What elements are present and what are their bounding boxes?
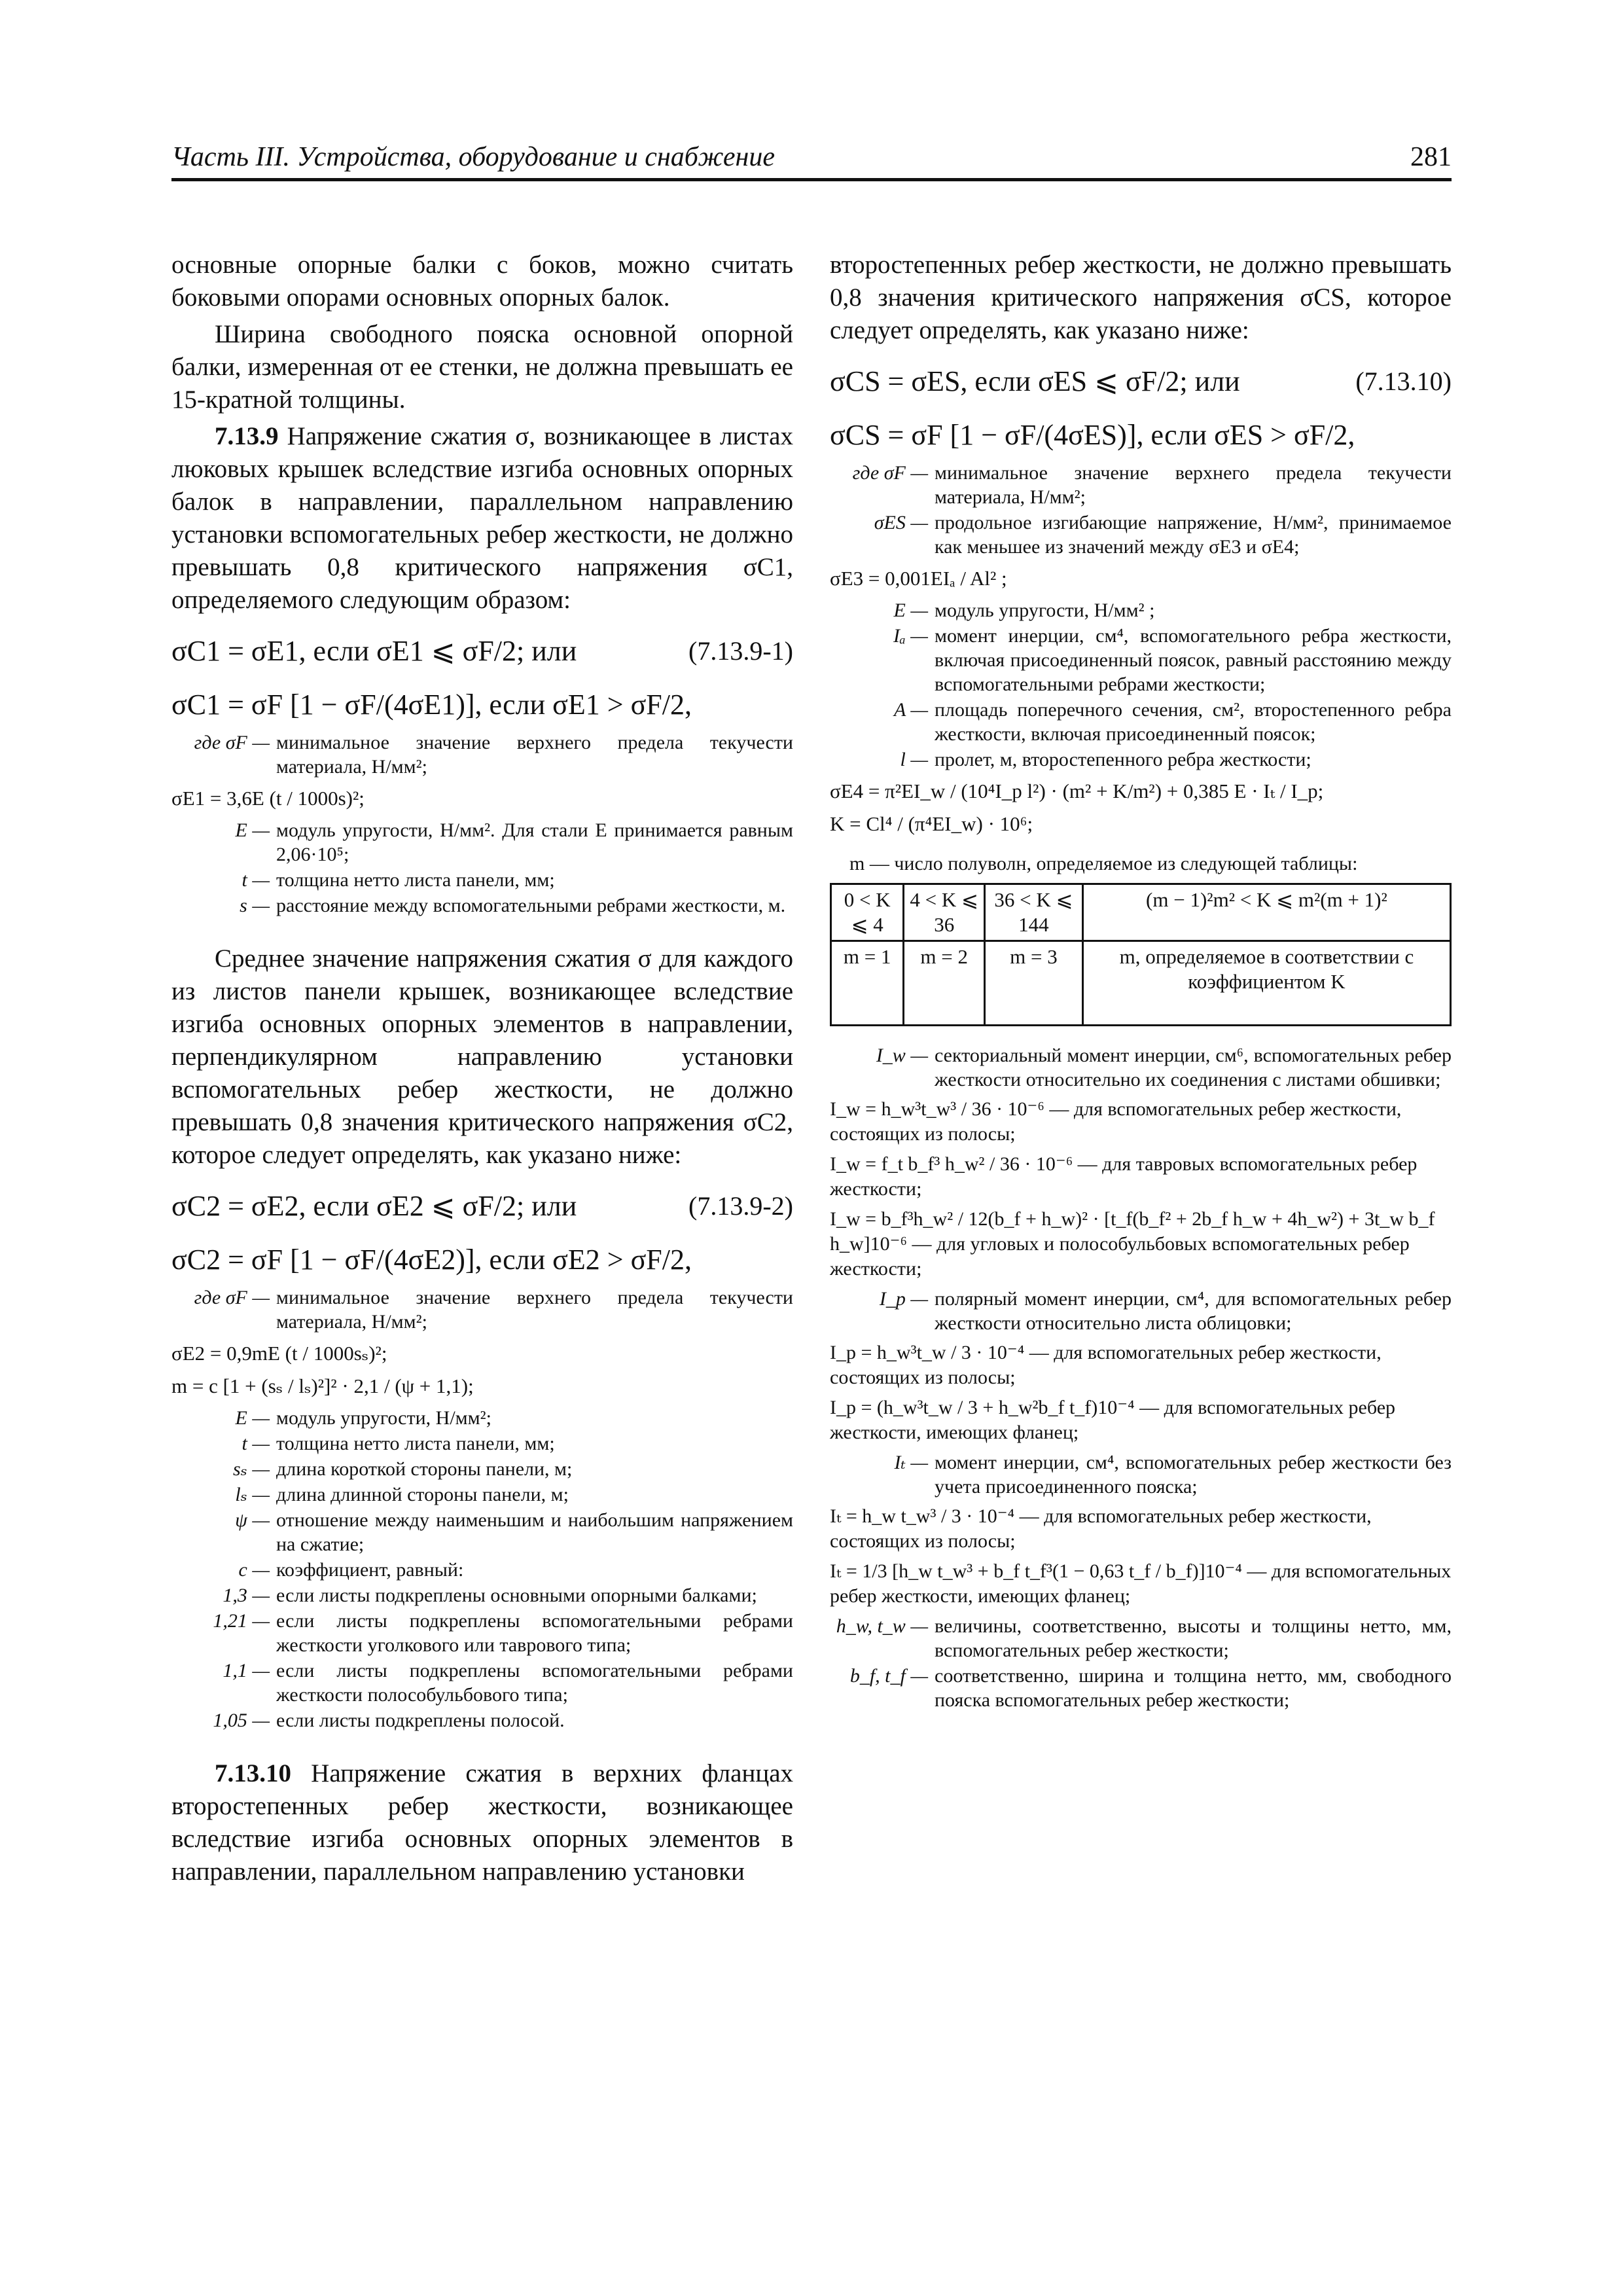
- table-header-cell: 4 < K ⩽ 36: [904, 884, 985, 941]
- definition-item: [830, 698, 1452, 746]
- page-number: 281: [1410, 142, 1452, 172]
- definition-term: I_p —: [879, 1288, 928, 1310]
- running-header: Часть III. Устройства, оборудование и снабжение: [171, 142, 775, 172]
- paragraph-text: Напряжение сжатия σ, возникающее в листах люковых крышек вследствие изгиба основных опорных балок в направлении, параллельном направлению установки вспомогательных ребер жесткости, не должно превышать 0,8 критического напряжения σC1, определяемого следующим образом:: [171, 422, 793, 614]
- definition-item: [171, 1583, 793, 1607]
- formula-it-1: Iₜ = h_w t_w³ / 3 · 10⁻⁴ — для вспомогательных ребер жесткости, состоящих из полосы;: [830, 1505, 1372, 1552]
- header-rule: [171, 178, 1452, 181]
- m-definition: m — число полуволн, определяемое из следующей таблицы:: [849, 853, 1358, 874]
- definition-term: Iₐ —: [893, 625, 928, 647]
- definition-text: модуль упругости, Н/мм² ;: [935, 600, 1155, 621]
- definition-text: если листы подкреплены вспомогательными ребрами жесткости уголкового или таврового типа;: [276, 1610, 793, 1656]
- paragraph-text: Напряжение сжатия в верхних фланцах второстепенных ребер жесткости, возникающее вследствие изгиба основных опорных элементов в направлении, параллельном направлению установки: [171, 1759, 793, 1886]
- definitions-list: [830, 1287, 1452, 1335]
- definition-item: [171, 1457, 793, 1481]
- definitions-list: [830, 1450, 1452, 1499]
- definition-term: s —: [240, 895, 270, 916]
- definition-text: продольное изгибающие напряжение, Н/мм², принимаемое как меньшее из значений между σE3 и σE4;: [935, 512, 1452, 558]
- definition-item: [830, 1450, 1452, 1499]
- definition-text: расстояние между вспомогательными ребрами жесткости, м.: [276, 895, 786, 916]
- definition-text: толщина нетто листа панели, мм;: [276, 869, 555, 891]
- definition-item: [171, 1285, 793, 1334]
- definition-text: модуль упругости, Н/мм². Для стали E принимается равным 2,06·10⁵;: [276, 819, 793, 865]
- formula-iw-3: I_w = b_f³h_w² / 12(b_f + h_w)² · [t_f(b_f² + 2b_f h_w + 4h_w²) + 3t_w b_f h_w]10⁻⁶ — для угловых и полособульбовых вспомогательных ребер жесткости;: [830, 1208, 1435, 1280]
- definitions-list: [830, 461, 1452, 559]
- definition-term: sₛ —: [233, 1458, 270, 1480]
- table-cell: m = 2: [904, 941, 985, 1026]
- definition-item: [830, 1614, 1452, 1662]
- definition-term: где σF —: [852, 462, 928, 484]
- definition-text: отношение между наименьшим и наибольшим напряжением на сжатие;: [276, 1509, 793, 1555]
- paragraph: второстепенных ребер жесткости, не должно превышать 0,8 значения критического напряжения σCS, которое следует определять, как указано ниже:: [830, 251, 1452, 344]
- paragraph: основные опорные балки с боков, можно считать боковыми опорами основных опорных балок.: [171, 251, 793, 312]
- formula-m: m = c [1 + (sₛ / lₛ)²]² · 2,1 / (ψ + 1,1);: [171, 1374, 474, 1397]
- paragraph: Ширина свободного пояска основной опорной балки, измеренная от ее стенки, не должна превышать ее 15-кратной толщины.: [171, 320, 793, 414]
- definition-item: [171, 1708, 793, 1732]
- definition-term: 1,21 —: [213, 1610, 270, 1632]
- definition-term: 1,1 —: [223, 1660, 270, 1681]
- definition-item: [830, 511, 1452, 559]
- section-number: 7.13.9: [215, 422, 279, 450]
- definition-item: [171, 1406, 793, 1430]
- definitions-list: [830, 1614, 1452, 1712]
- definition-term: lₛ —: [235, 1484, 270, 1505]
- equation-line: σC2 = σE2, если σE2 ⩽ σF/2; или: [171, 1190, 577, 1222]
- definition-text: если листы подкреплены полосой.: [276, 1710, 565, 1731]
- definition-item: [171, 1431, 793, 1456]
- table-cell: m = 1: [831, 941, 904, 1026]
- definition-item: [171, 730, 793, 779]
- definition-item: [830, 461, 1452, 509]
- table-header-cell: 0 < K ⩽ 4: [831, 884, 904, 941]
- definition-text: минимальное значение верхнего предела текучести материала, Н/мм²;: [276, 1287, 793, 1333]
- definitions-list: [171, 1406, 793, 1732]
- table-cell: m, определяемое в соответствии с коэффициентом K: [1082, 941, 1450, 1026]
- definition-item: [171, 1558, 793, 1582]
- definition-term: E —: [893, 600, 928, 621]
- definition-term: E —: [235, 819, 270, 841]
- definition-term: l —: [900, 749, 928, 770]
- table-row: [831, 941, 1451, 1026]
- equation-7-13-9-1: [171, 632, 793, 670]
- m-table: [830, 883, 1452, 1026]
- definitions-list: [171, 730, 793, 779]
- formula-iw-1: I_w = h_w³t_w³ / 36 · 10⁻⁶ — для вспомогательных ребер жесткости, состоящих из полосы;: [830, 1098, 1402, 1145]
- definition-item: [171, 1609, 793, 1657]
- definition-text: длина длинной стороны панели, м;: [276, 1484, 569, 1505]
- section-7-13-10: [171, 1757, 793, 1888]
- definition-item: [830, 1287, 1452, 1335]
- definition-term: c —: [238, 1559, 270, 1581]
- definition-term: h_w, t_w —: [836, 1615, 928, 1637]
- definition-text: если листы подкреплены основными опорными балками;: [276, 1585, 757, 1606]
- definition-item: [171, 1508, 793, 1556]
- equation-7-13-10: [830, 363, 1452, 401]
- definition-term: A —: [894, 699, 928, 721]
- definition-text: соответственно, ширина и толщина нетто, мм, свободного пояска вспомогательных ребер жесткости;: [935, 1665, 1452, 1711]
- definition-text: полярный момент инерции, см⁴, для вспомогательных ребер жесткости относительно листа облицовки;: [935, 1288, 1452, 1334]
- definition-item: [171, 818, 793, 867]
- definition-term: где σF —: [194, 732, 270, 753]
- definition-text: модуль упругости, Н/мм²;: [276, 1407, 491, 1429]
- definition-term: t —: [241, 1433, 270, 1454]
- equation-line: σC2 = σF [1 − σF/(4σE2)], если σE2 > σF/2,: [171, 1244, 692, 1276]
- equation-number: (7.13.10): [1355, 367, 1452, 396]
- table-header-cell: (m − 1)²m² < K ⩽ m²(m + 1)²: [1082, 884, 1450, 941]
- definition-item: [830, 598, 1452, 622]
- definitions-list: [171, 1285, 793, 1334]
- formula-k: K = Cl⁴ / (π⁴EI_w) · 10⁶;: [830, 812, 1033, 835]
- definition-term: ψ —: [235, 1509, 270, 1531]
- equation-7-13-9-2: [171, 1187, 793, 1225]
- definition-term: b_f, t_f —: [849, 1665, 928, 1687]
- formula-it-2: Iₜ = 1/3 [h_w t_w³ + b_f t_f³(1 − 0,63 t_f / b_f)]10⁻⁴ — для вспомогательных ребер жесткости, имеющих фланец;: [830, 1560, 1452, 1607]
- definitions-list: [171, 818, 793, 918]
- equation-line: σCS = σF [1 − σF/(4σES)], если σES > σF/2,: [830, 419, 1355, 451]
- definition-text: длина короткой стороны панели, м;: [276, 1458, 573, 1480]
- right-column: [830, 249, 1452, 1713]
- table-header-cell: 36 < K ⩽ 144: [985, 884, 1083, 941]
- definition-text: момент инерции, см⁴, вспомогательных ребер жесткости без учета присоединенного пояска;: [935, 1452, 1452, 1498]
- definitions-list: [830, 1043, 1452, 1092]
- definition-text: если листы подкреплены вспомогательными ребрами жесткости полособульбового типа;: [276, 1660, 793, 1706]
- definition-item: [830, 1043, 1452, 1092]
- definition-item: [171, 1482, 793, 1507]
- formula-iw-2: I_w = f_t b_f³ h_w² / 36 · 10⁻⁶ — для тавровых вспомогательных ребер жесткости;: [830, 1153, 1418, 1200]
- section-number: 7.13.10: [215, 1759, 291, 1787]
- definition-text: пролет, м, второстепенного ребра жесткости;: [935, 749, 1311, 770]
- definition-term: σES —: [874, 512, 928, 533]
- formula-sigma-e4: σE4 = π²EI_w / (10⁴I_p l²) · (m² + K/m²) + 0,385 E · Iₜ / I_p;: [830, 780, 1324, 802]
- formula-sigma-e3: σE3 = 0,001EIₐ / Al² ;: [830, 567, 1007, 590]
- formula-sigma-e1: σE1 = 3,6E (t / 1000s)²;: [171, 787, 365, 810]
- section-7-13-9: [171, 420, 793, 617]
- equation-number: (7.13.9-1): [688, 636, 793, 666]
- definitions-list: [830, 598, 1452, 772]
- definition-text: площадь поперечного сечения, см², второстепенного ребра жесткости, включая присоединенный поясок;: [935, 699, 1452, 745]
- definition-item: [171, 868, 793, 892]
- paragraph: Среднее значение напряжения сжатия σ для каждого из листов панели крышек, возникающее вследствие изгиба основных опорных элементов в направлении, перпендикулярном направлению установки вспомогательных ребер жесткости, не должно превышать 0,8 значения критического напряжения σC2, которое следует определять, как указано ниже:: [171, 944, 793, 1169]
- formula-ip-1: I_p = h_w³t_w / 3 · 10⁻⁴ — для вспомогательных ребер жесткости, состоящих из полосы;: [830, 1342, 1382, 1388]
- table-header-row: [831, 884, 1451, 941]
- definition-text: минимальное значение верхнего предела текучести материала, Н/мм²;: [935, 462, 1452, 508]
- definition-term: где σF —: [194, 1287, 270, 1308]
- definition-text: минимальное значение верхнего предела текучести материала, Н/мм²;: [276, 732, 793, 778]
- definition-text: толщина нетто листа панели, мм;: [276, 1433, 555, 1454]
- definition-term: 1,05 —: [213, 1710, 270, 1731]
- formula-sigma-e2: σE2 = 0,9mE (t / 1000sₛ)²;: [171, 1342, 387, 1365]
- definition-item: [171, 1659, 793, 1707]
- equation-line: σC1 = σF [1 − σF/(4σE1)], если σE1 > σF/2,: [171, 689, 692, 721]
- definition-term: E —: [235, 1407, 270, 1429]
- definition-text: величины, соответственно, высоты и толщины нетто, мм, вспомогательных ребер жесткости;: [935, 1615, 1452, 1661]
- definition-text: коэффициент, равный:: [276, 1559, 464, 1581]
- definition-item: [830, 624, 1452, 696]
- equation-line: σC1 = σE1, если σE1 ⩽ σF/2; или: [171, 635, 577, 667]
- equation-number: (7.13.9-2): [688, 1191, 793, 1221]
- definition-term: Iₜ —: [894, 1452, 928, 1473]
- table-cell: m = 3: [985, 941, 1083, 1026]
- definition-term: I_w —: [876, 1045, 928, 1066]
- formula-ip-2: I_p = (h_w³t_w / 3 + h_w²b_f t_f)10⁻⁴ — для вспомогательных ребер жесткости, имеющих фланец;: [830, 1397, 1396, 1443]
- definition-term: 1,3 —: [223, 1585, 270, 1606]
- equation-line: σCS = σES, если σES ⩽ σF/2; или: [830, 365, 1240, 397]
- definition-text: секториальный момент инерции, см⁶, вспомогательных ребер жесткости относительно их соединения с листами обшивки;: [935, 1045, 1452, 1090]
- left-column: [171, 249, 793, 1892]
- definition-term: t —: [241, 869, 270, 891]
- definition-text: момент инерции, см⁴, вспомогательного ребра жесткости, включая присоединенный поясок, равный расстоянию между вспомогательными ребрами жесткости;: [935, 625, 1452, 695]
- definition-item: [171, 893, 793, 918]
- definition-item: [830, 747, 1452, 772]
- definition-item: [830, 1664, 1452, 1712]
